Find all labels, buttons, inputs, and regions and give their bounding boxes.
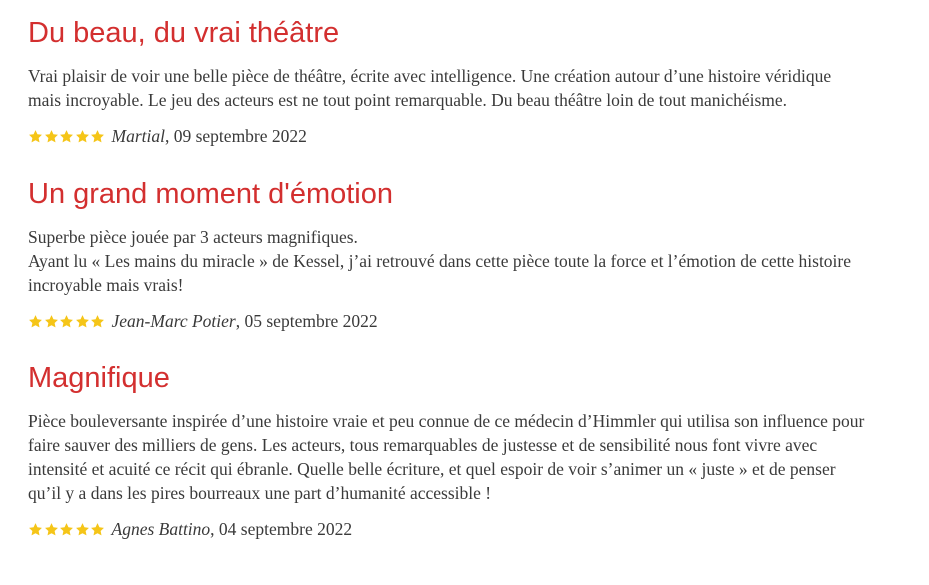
star-icon [44, 522, 59, 537]
star-rating [28, 129, 106, 144]
review-text-line: qu’il y a dans les pires bourreaux une part d’humanité accessible ! [28, 483, 492, 503]
star-icon [59, 314, 74, 329]
star-icon [44, 314, 59, 329]
star-icon [90, 129, 105, 144]
review-author: Jean-Marc Potier [111, 311, 236, 331]
review-text-line: faire sauver des milliers de gens. Les acteurs, tous remarquables de justesse et de sensibilité nous font vivre avec [28, 435, 818, 455]
review-title: Magnifique [28, 362, 170, 394]
review-text-line: intensité et acuité ce récit qui ébranle. Quelle belle écriture, et quel espoir de voir s’animer un « juste » et de penser [28, 459, 836, 479]
review-text-line: Ayant lu « Les mains du miracle » de Kessel, j’ai retrouvé dans cette pièce toute la force et l’émotion de cette histoire [28, 251, 852, 271]
review-text-line: mais incroyable. Le jeu des acteurs est ne tout point remarquable. Du beau théâtre loin de tout manichéisme. [28, 90, 788, 110]
review-date: , 04 septembre 2022 [210, 519, 353, 539]
star-icon [90, 522, 105, 537]
review-text-line: Superbe pièce jouée par 3 acteurs magnifiques. [28, 227, 358, 247]
star-icon [28, 314, 43, 329]
review-author: Agnes Battino [111, 519, 211, 539]
review-item [28, 175, 901, 333]
review-text-line: incroyable mais vrais! [28, 275, 184, 295]
review-meta [28, 124, 901, 148]
review-text [28, 64, 901, 112]
review-meta [28, 309, 901, 333]
review-date: , 05 septembre 2022 [235, 311, 378, 331]
star-icon [59, 522, 74, 537]
review-title: Du beau, du vrai théâtre [28, 17, 340, 49]
review-date: , 09 septembre 2022 [164, 126, 307, 146]
star-rating [28, 522, 106, 537]
star-icon [59, 129, 74, 144]
review-item [28, 14, 901, 148]
star-icon [75, 522, 90, 537]
review-text [28, 409, 901, 505]
star-icon [75, 314, 90, 329]
review-meta [28, 517, 901, 541]
star-icon [75, 129, 90, 144]
review-author: Martial [111, 126, 165, 146]
review-item [28, 359, 901, 541]
star-rating [28, 314, 106, 329]
star-icon [28, 522, 43, 537]
review-title: Un grand moment d'émotion [28, 178, 394, 210]
review-text-line: Vrai plaisir de voir une belle pièce de théâtre, écrite avec intelligence. Une création autour d’une histoire véridique [28, 66, 832, 86]
star-icon [90, 314, 105, 329]
review-text [28, 225, 901, 297]
star-icon [44, 129, 59, 144]
review-text-line: Pièce bouleversante inspirée d’une histoire vraie et peu connue de ce médecin d’Himmler qui utilisa son influence pour [28, 411, 865, 431]
star-icon [28, 129, 43, 144]
